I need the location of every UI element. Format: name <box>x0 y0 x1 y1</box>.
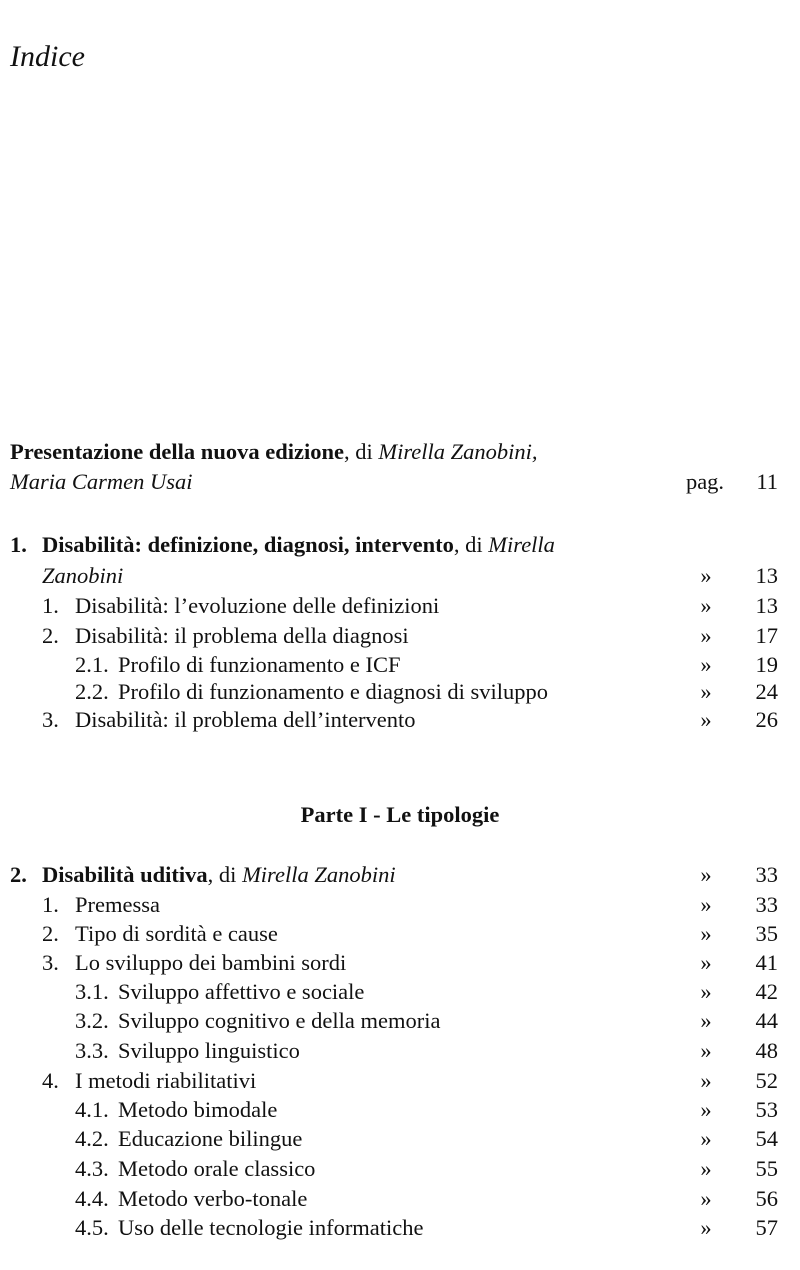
ditto-mark: » <box>700 892 712 917</box>
item-title: Profilo di funzionamento e ICF <box>118 652 401 677</box>
entry-separator: , di <box>343 439 379 464</box>
item-title: Sviluppo linguistico <box>118 1038 300 1063</box>
ditto-mark: » <box>700 979 712 1004</box>
item-number: 3.2. <box>75 1008 109 1033</box>
item-number: 2. <box>42 921 59 946</box>
page-number: 13 <box>755 593 778 618</box>
page-title: Indice <box>10 40 85 73</box>
page-number: 53 <box>755 1097 778 1122</box>
item-number: 4. <box>42 1068 59 1093</box>
ditto-mark: » <box>700 950 712 975</box>
part-heading: Parte I - Le tipologie <box>300 802 500 827</box>
page-number: 44 <box>755 1008 778 1033</box>
ditto-mark: » <box>700 1068 712 1093</box>
item-title: Tipo di sordità e cause <box>75 921 278 946</box>
item-title: Sviluppo cognitivo e della memoria <box>118 1008 441 1033</box>
item-number: 3.3. <box>75 1038 109 1063</box>
entry-author: Maria Carmen Usai <box>10 469 193 494</box>
page-number: 33 <box>755 862 778 887</box>
ditto-mark: » <box>700 1215 712 1240</box>
ditto-mark: » <box>700 1008 712 1033</box>
page-number: 57 <box>755 1215 778 1240</box>
pag-label: pag. <box>685 469 725 494</box>
page-number: 48 <box>755 1038 778 1063</box>
item-title: Metodo bimodale <box>118 1097 278 1122</box>
chapter-author: Mirella Zanobini <box>242 862 396 887</box>
item-number: 1. <box>42 892 59 917</box>
entry-author: Mirella Zanobini, <box>378 439 538 464</box>
ditto-mark: » <box>700 623 712 648</box>
item-number: 1. <box>42 593 59 618</box>
item-number: 4.2. <box>75 1126 109 1151</box>
page-number: 17 <box>755 623 778 648</box>
entry-separator: , di <box>207 862 243 887</box>
item-number: 4.5. <box>75 1215 109 1240</box>
chapter-title: Disabilità uditiva <box>42 862 208 887</box>
page-number: 54 <box>755 1126 778 1151</box>
item-number: 3. <box>42 950 59 975</box>
item-number: 4.4. <box>75 1186 109 1211</box>
ditto-mark: » <box>700 1156 712 1181</box>
chapter-number: 2. <box>10 862 27 887</box>
ditto-mark: » <box>700 1186 712 1211</box>
item-number: 2.1. <box>75 652 109 677</box>
item-number: 3.1. <box>75 979 109 1004</box>
page-number: 11 <box>756 469 778 494</box>
item-number: 3. <box>42 707 59 732</box>
entry-title: Presentazione della nuova edizione <box>10 439 344 464</box>
item-title: Metodo verbo-tonale <box>118 1186 308 1211</box>
page-number: 55 <box>755 1156 778 1181</box>
item-title: Profilo di funzionamento e diagnosi di sviluppo <box>118 679 548 704</box>
item-title: Disabilità: il problema dell’intervento <box>75 707 416 732</box>
ditto-mark: » <box>700 679 712 704</box>
page-number: 13 <box>755 563 778 588</box>
item-title: Disabilità: il problema della diagnosi <box>75 623 409 648</box>
ditto-mark: » <box>700 707 712 732</box>
item-title: I metodi riabilitativi <box>75 1068 257 1093</box>
item-title: Sviluppo affettivo e sociale <box>118 979 365 1004</box>
ditto-mark: » <box>700 563 712 588</box>
chapter-title: Disabilità: definizione, diagnosi, intervento <box>42 532 454 557</box>
item-title: Uso delle tecnologie informatiche <box>118 1215 424 1240</box>
item-title: Metodo orale classico <box>118 1156 316 1181</box>
page-number: 19 <box>755 652 778 677</box>
item-title: Premessa <box>75 892 160 917</box>
ditto-mark: » <box>700 1126 712 1151</box>
ditto-mark: » <box>700 862 712 887</box>
page-number: 42 <box>755 979 778 1004</box>
chapter-number: 1. <box>10 532 27 557</box>
page-number: 26 <box>755 707 778 732</box>
item-title: Educazione bilingue <box>118 1126 303 1151</box>
chapter-author: Mirella <box>488 532 555 557</box>
item-number: 2. <box>42 623 59 648</box>
item-title: Disabilità: l’evoluzione delle definizioni <box>75 593 440 618</box>
chapter-author: Zanobini <box>42 563 124 588</box>
page-number: 33 <box>755 892 778 917</box>
item-number: 2.2. <box>75 679 109 704</box>
entry-separator: , di <box>453 532 489 557</box>
ditto-mark: » <box>700 652 712 677</box>
ditto-mark: » <box>700 1038 712 1063</box>
page-number: 41 <box>755 950 778 975</box>
page-number: 52 <box>755 1068 778 1093</box>
ditto-mark: » <box>700 1097 712 1122</box>
page-number: 35 <box>755 921 778 946</box>
item-number: 4.1. <box>75 1097 109 1122</box>
ditto-mark: » <box>700 921 712 946</box>
page-number: 56 <box>755 1186 778 1211</box>
item-number: 4.3. <box>75 1156 109 1181</box>
item-title: Lo sviluppo dei bambini sordi <box>75 950 347 975</box>
ditto-mark: » <box>700 593 712 618</box>
page-number: 24 <box>755 679 778 704</box>
